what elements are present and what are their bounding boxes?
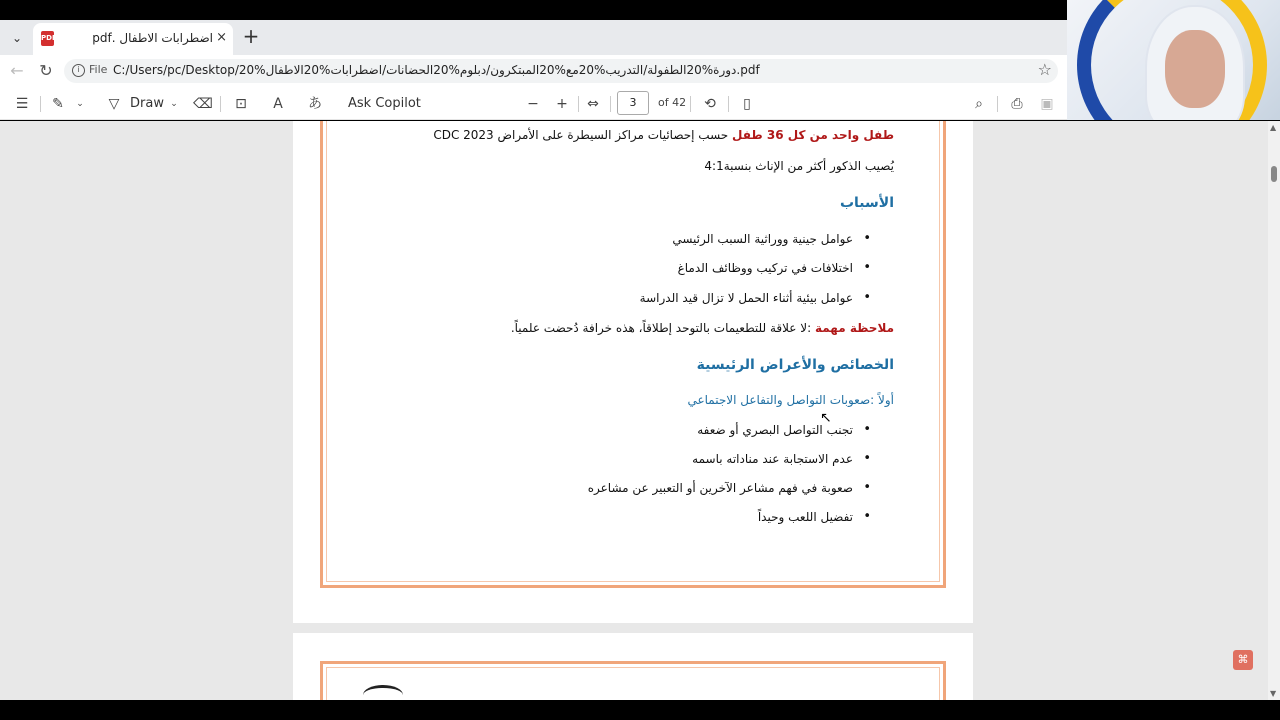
back-icon[interactable]: ← — [10, 61, 24, 80]
separator — [728, 96, 729, 112]
save-icon[interactable]: ▣ — [1040, 96, 1054, 112]
list-item: • عوامل جينية ووراثية السبب الرئيسي — [672, 232, 853, 246]
ask-copilot-button[interactable]: Ask Copilot — [348, 96, 421, 111]
note-text: :لا علاقة للتطعيمات بالتوحد إطلاقاً، هذه خرافة دُحضت علمياً. — [510, 321, 815, 335]
tab-pdf[interactable] — [33, 23, 233, 55]
bottom-black-bar — [0, 700, 1280, 720]
info-icon[interactable]: i — [72, 64, 85, 77]
file-label: File — [89, 63, 108, 76]
page-border — [320, 661, 946, 700]
url-text[interactable]: C:/Users/pc/Desktop/20%دورة%20الطفولة/التدريب%20مع%20المبتكرون/دبلوم%20الحضانات/اضطرابات%20الاطفال.pdf — [113, 63, 760, 77]
acrobat-icon[interactable]: ⌘ — [1233, 650, 1253, 670]
scroll-thumb[interactable] — [1271, 166, 1277, 182]
stat-highlight: طفل واحد من كل 36 طفل — [732, 128, 894, 142]
separator — [220, 96, 221, 112]
fit-width-icon[interactable]: ⇔ — [587, 96, 599, 112]
draw-icon[interactable]: ▽ — [108, 96, 120, 112]
presenter-face — [1165, 30, 1225, 108]
ratio-line: يُصيب الذكور أكثر من الإناث بنسبة4:1 — [704, 159, 894, 173]
separator — [610, 96, 611, 112]
tab-strip — [0, 20, 1067, 55]
list-item: • اختلافات في تركيب ووظائف الدماغ — [678, 261, 853, 275]
list-item: • تفضيل اللعب وحيداً — [758, 510, 853, 524]
add-text-icon[interactable]: ⊡ — [235, 96, 247, 112]
rotate-icon[interactable]: ⟲ — [704, 96, 716, 112]
features-heading: الخصائص والأعراض الرئيسية — [696, 357, 894, 373]
search-icon[interactable]: ⌕ — [975, 96, 983, 112]
tab-title: اضطرابات الاطفال .pdf — [92, 31, 213, 45]
tab-list-button[interactable]: ⌄ — [11, 31, 23, 45]
scrollbar[interactable] — [1268, 121, 1280, 700]
reload-icon[interactable]: ↻ — [39, 61, 53, 80]
scroll-up-icon[interactable]: ▲ — [1270, 123, 1277, 132]
mouse-cursor-icon: ↖ — [820, 410, 832, 426]
read-aloud-icon[interactable]: A — [273, 96, 283, 112]
new-tab-button[interactable]: + — [242, 24, 260, 48]
pdf-page — [293, 633, 973, 700]
separator — [690, 96, 691, 112]
eraser-icon[interactable]: ⌫ — [193, 96, 213, 112]
list-item: • تجنب التواصل البصري أو ضعفه — [697, 423, 853, 437]
translate-icon[interactable]: あ — [308, 96, 322, 112]
scroll-down-icon[interactable]: ▼ — [1270, 689, 1277, 698]
sub-heading: أولاً :صعوبات التواصل والتفاعل الاجتماعي — [687, 393, 894, 407]
page-view-icon[interactable]: ▯ — [743, 96, 751, 112]
favorite-star-icon[interactable]: ☆ — [1037, 60, 1052, 79]
close-tab-icon[interactable]: × — [216, 30, 227, 45]
list-item: • عوامل بيئية أثناء الحمل لا تزال قيد الدراسة — [640, 291, 853, 305]
note-label: ملاحظة مهمة — [814, 321, 894, 335]
draw-button[interactable]: Draw — [130, 96, 164, 111]
note-line — [511, 321, 894, 335]
list-item: • عدم الاستجابة عند مناداته باسمه — [692, 452, 853, 466]
causes-heading: الأسباب — [839, 195, 894, 211]
page-total: of 42 — [658, 96, 687, 109]
navigation-bar — [0, 55, 1067, 87]
pdf-viewer[interactable] — [0, 121, 1268, 700]
stat-rest: حسب إحصائيات مراكز السيطرة على الأمراض CDC 2023 — [433, 128, 733, 142]
zoom-out-icon[interactable]: − — [527, 96, 539, 112]
pdf-page — [293, 121, 973, 623]
list-item: • صعوبة في فهم مشاعر الآخرين أو التعبير عن مشاعره — [588, 481, 853, 495]
separator — [578, 96, 579, 112]
logo-seal — [363, 685, 403, 700]
zoom-in-icon[interactable]: + — [556, 96, 568, 112]
chevron-down-icon[interactable]: ⌄ — [76, 99, 84, 109]
separator — [997, 96, 998, 112]
contents-icon[interactable]: ☰ — [15, 96, 29, 112]
webcam-overlay — [1067, 0, 1280, 120]
address-bar[interactable] — [64, 59, 1058, 83]
stat-line — [433, 128, 894, 142]
pdf-icon: PDF — [41, 31, 54, 46]
print-icon[interactable]: ⎙ — [1011, 96, 1023, 112]
chevron-down-icon[interactable]: ⌄ — [170, 99, 178, 109]
separator — [40, 96, 41, 112]
pdf-toolbar — [0, 87, 1067, 120]
highlight-icon[interactable]: ✎ — [52, 96, 64, 112]
page-number-input[interactable]: 3 — [617, 91, 649, 115]
